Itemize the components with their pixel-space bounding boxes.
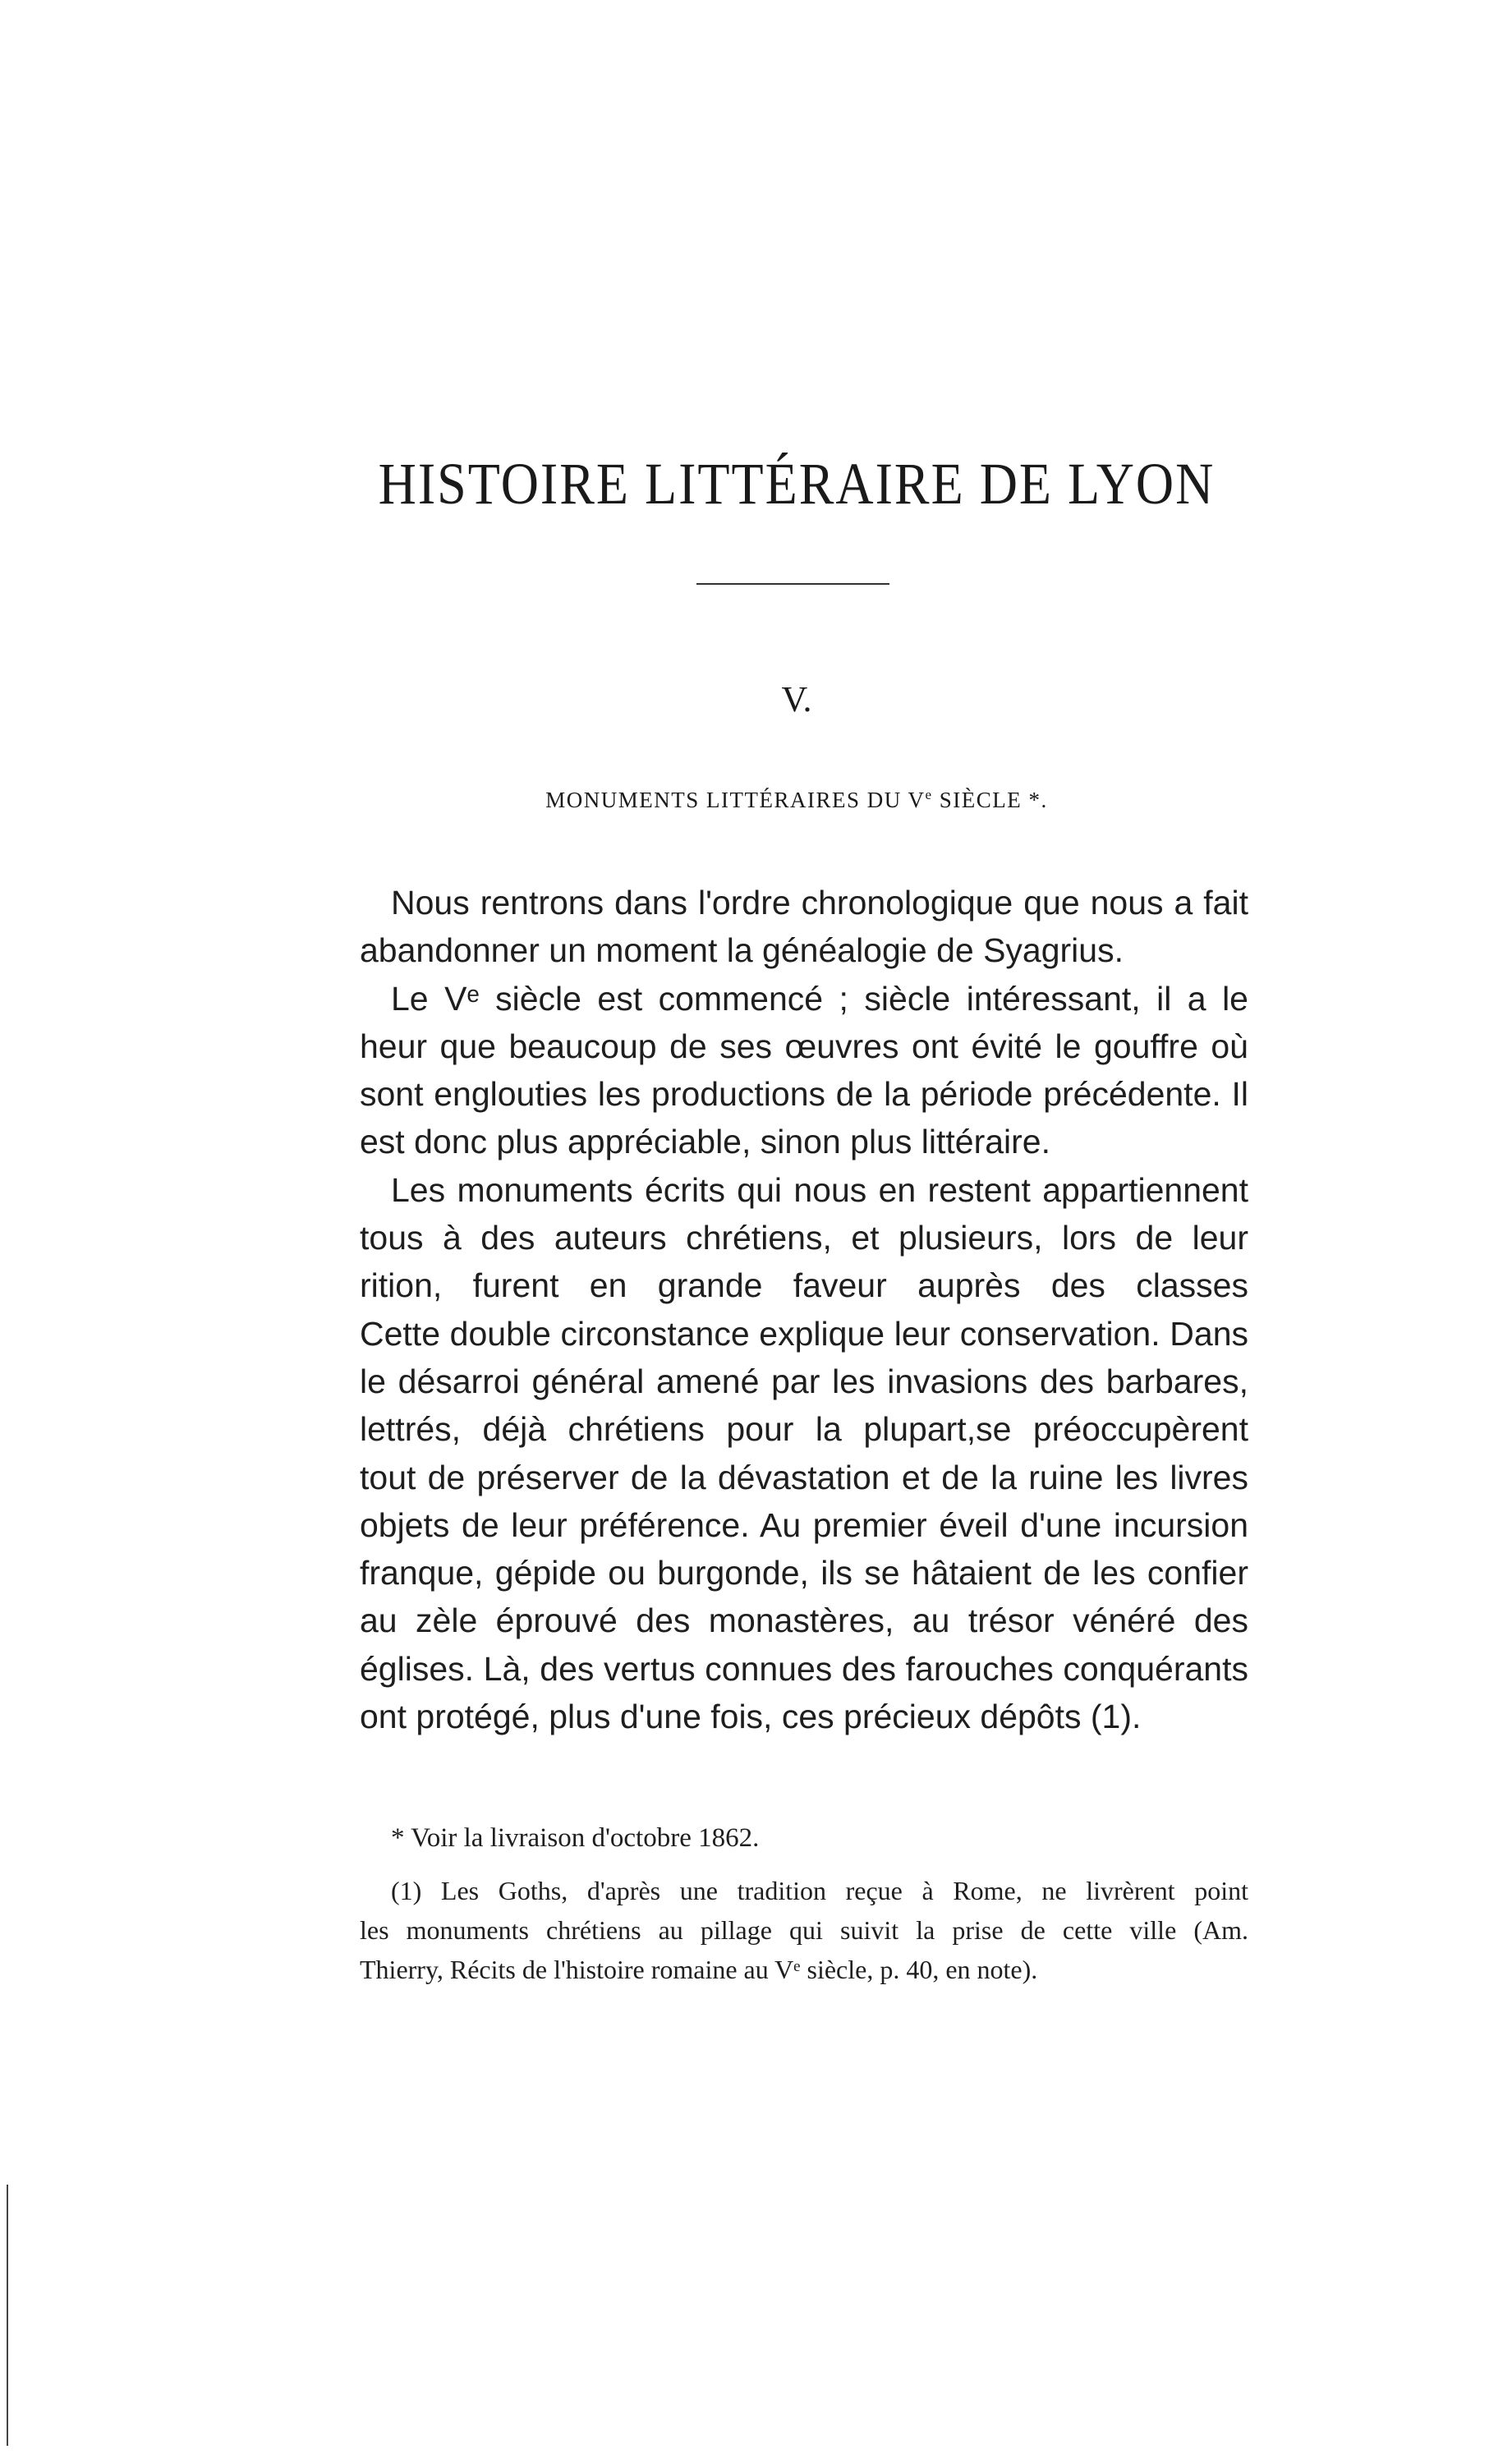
body-line: le désarroi général amené par les invasions des barbares,	[360, 1362, 1248, 1400]
footnote-1-line: Thierry, Récits de l'histoire romaine au Vᵉ siècle, p. 40, en note).	[360, 1955, 1038, 1984]
title-rule-divider	[696, 583, 889, 585]
footnote-star: * Voir la livraison d'octobre 1862.	[391, 1823, 760, 1853]
body-line: heur que beaucoup de ses œuvres ont évité le gouffre où	[360, 1027, 1248, 1065]
body-text	[360, 879, 1248, 1740]
body-line: rition, furent en grande faveur auprès des classes	[360, 1266, 1248, 1305]
footnote-1-line: (1) Les Goths, d'après une tradition reçue à Rome, ne livrèrent point	[391, 1876, 1248, 1905]
scan-margin-line	[7, 2185, 8, 2446]
body-line: Les monuments écrits qui nous en restent appartiennent	[391, 1170, 1248, 1209]
body-line: franque, gépide ou burgonde, ils se hâtaient de les confier	[360, 1554, 1248, 1592]
body-line: Cette double circonstance explique leur conservation. Dans	[360, 1314, 1248, 1353]
section-heading	[361, 787, 1232, 813]
footnotes	[360, 1819, 1248, 1988]
chapter-numeral: V.	[781, 679, 812, 719]
section-heading-suffix: SIÈCLE *.	[932, 788, 1048, 812]
body-line: églises. Là, des vertus connues des farouches conquérants	[360, 1649, 1248, 1688]
footnote-1-line: les monuments chrétiens au pillage qui suivit la prise de cette ville (Am.	[360, 1915, 1248, 1945]
body-line: lettrés, déjà chrétiens pour la plupart,se préoccupèrent	[360, 1410, 1248, 1449]
body-line: tous à des auteurs chrétiens, et plusieurs, lors de leur	[360, 1219, 1248, 1257]
body-line: tout de préserver de la dévastation et de la ruine les livres	[360, 1458, 1248, 1496]
page-title: HISTOIRE LITTÉRAIRE DE LYON	[378, 451, 1216, 517]
body-line: au zèle éprouvé des monastères, au trésor vénéré des	[360, 1602, 1248, 1640]
body-line: Nous rentrons dans l'ordre chronologique que nous a fait	[391, 884, 1248, 921]
section-heading-prefix: MONUMENTS LITTÉRAIRES DU V	[545, 788, 926, 812]
body-line: sont englouties les productions de la période précédente. Il	[360, 1075, 1248, 1114]
body-line: abandonner un moment la généalogie de Syagrius.	[360, 931, 1124, 970]
body-line: ont protégé, plus d'une fois, ces précieux dépôts (1).	[360, 1698, 1142, 1736]
body-line: est donc plus appréciable, sinon plus littéraire.	[360, 1123, 1050, 1161]
body-line: Le Vᵉ siècle est commencé ; siècle intéressant, il a le	[391, 979, 1248, 1018]
body-line: objets de leur préférence. Au premier éveil d'une incursion	[360, 1505, 1248, 1544]
section-heading-superscript: e	[925, 787, 933, 802]
